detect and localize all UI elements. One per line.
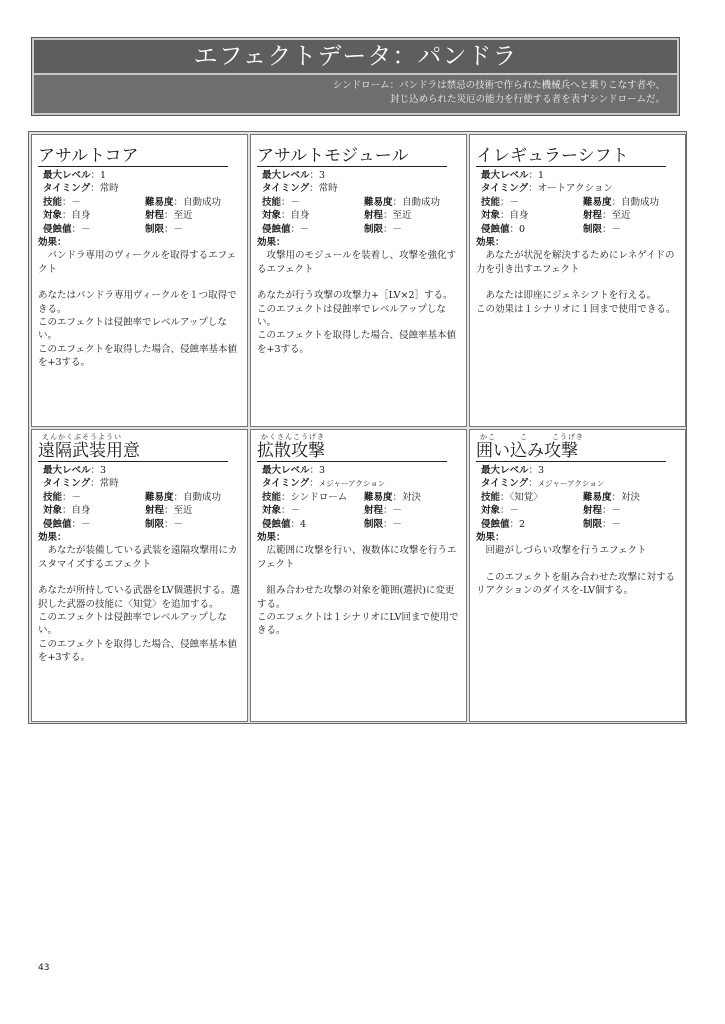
stat-value: － xyxy=(611,223,622,235)
stat-label: 難易度 xyxy=(145,491,174,503)
paragraph-gap xyxy=(38,571,241,584)
stat-label: タイミング xyxy=(481,478,529,490)
stat-value: － xyxy=(392,223,403,235)
stat-colon: ： xyxy=(509,223,520,235)
stat-label: 技能 xyxy=(43,491,63,503)
stat-limit xyxy=(583,223,621,236)
stat-colon: ： xyxy=(164,223,174,235)
stat-label: タイミング xyxy=(43,478,91,490)
stat-target xyxy=(481,209,583,222)
effect-label: 効果： xyxy=(38,237,67,249)
effect-text: あなたが行う攻撃の攻撃力+［LV×2］する。 xyxy=(257,290,453,302)
stat-range xyxy=(583,209,631,222)
stat-colon: ： xyxy=(164,505,174,517)
effect-card xyxy=(31,134,248,427)
stat-colon: ： xyxy=(528,183,538,195)
effect-text: あなたは即座にジェネシフトを行える。 xyxy=(476,290,657,302)
stat-value: － xyxy=(173,223,184,235)
stat-value: メジャーアクション xyxy=(318,479,386,489)
effect-name: アサルトモジュール xyxy=(257,147,447,167)
stat-value: － xyxy=(71,196,82,208)
stat-label: 制限 xyxy=(583,518,603,530)
page-number: 43 xyxy=(38,963,50,973)
stat-label: 技能 xyxy=(262,491,282,503)
stat-label: 対象 xyxy=(262,505,282,517)
stat-colon: ： xyxy=(392,491,403,503)
stat-label: 難易度 xyxy=(583,196,612,208)
paragraph-gap xyxy=(476,558,679,571)
stat-colon: ： xyxy=(164,210,174,222)
stat-difficulty xyxy=(364,491,421,504)
stat-colon: ： xyxy=(611,196,622,208)
effect-text: 回避がしづらい攻撃を行うエフェクト xyxy=(476,545,647,557)
effect-text: あなたが状況を解決するためにレネゲイドの力を引き出すエフェクト xyxy=(476,250,675,275)
stat-label: 難易度 xyxy=(364,196,393,208)
stat-row xyxy=(38,209,241,222)
stat-colon: ： xyxy=(383,210,393,222)
effect-text: 攻撃用のモジュールを装着し、攻撃を強化するエフェクト xyxy=(257,250,457,275)
effect-text: このエフェクトを取得した場合、侵蝕率基本値を+3する。 xyxy=(38,638,238,664)
stat-colon: ： xyxy=(281,491,291,503)
stat-difficulty xyxy=(583,196,659,209)
stat-row xyxy=(38,491,241,504)
stat-value: 3 xyxy=(319,465,326,476)
stat-colon: ： xyxy=(383,518,393,530)
stat-value: － xyxy=(71,491,82,503)
stat-colon: ： xyxy=(90,465,101,476)
stat-target xyxy=(43,209,145,222)
stat-value: シンドローム xyxy=(290,491,348,503)
effect-text: このエフェクトは侵蝕率でレベルアップしない。 xyxy=(257,303,446,329)
stat-colon: ： xyxy=(528,170,539,181)
stat-label: 制限 xyxy=(145,518,165,530)
stat-colon: ： xyxy=(71,518,82,530)
stat-target xyxy=(43,504,145,517)
stat-value: 自身 xyxy=(290,210,310,222)
stat-row xyxy=(257,518,460,531)
stat-value: 0 xyxy=(519,223,526,235)
stat-colon: ： xyxy=(500,196,510,208)
stat-label: 難易度 xyxy=(583,491,612,503)
stat-value: 常時 xyxy=(99,478,119,490)
stat-erosion xyxy=(43,518,145,531)
stat-value: 常時 xyxy=(99,183,119,195)
stat-label: 侵蝕値 xyxy=(43,223,72,235)
stat-difficulty xyxy=(364,196,440,209)
effect-label: 効果： xyxy=(38,532,67,544)
stat-colon: ： xyxy=(62,196,72,208)
stat-erosion xyxy=(262,518,364,531)
stat-label: 対象 xyxy=(481,210,501,222)
effect-label: 効果： xyxy=(257,532,286,544)
effect-text: このエフェクトは１シナリオにLV回まで使用できる。 xyxy=(257,612,459,637)
stat-timing xyxy=(476,477,679,490)
stat-label: 侵蝕値 xyxy=(262,223,291,235)
stat-target xyxy=(481,504,583,517)
stat-label: 射程 xyxy=(583,505,603,517)
stat-colon: ： xyxy=(602,505,612,517)
stat-label: 射程 xyxy=(364,210,384,222)
effect-text: 広範囲に攻撃を行い、複数体に攻撃を行うエフェクト xyxy=(257,545,457,570)
effect-text: あなたが所持している武器をLV個選択する。選択した武器の技能に〈知覚〉を追加する。 xyxy=(38,585,241,610)
stat-timing xyxy=(257,182,460,195)
stat-label: 射程 xyxy=(145,505,165,517)
stat-value: 3 xyxy=(319,170,326,181)
stat-row xyxy=(257,196,460,209)
effect-ruby: かこ こ こうげき xyxy=(480,433,584,441)
stat-value: 1 xyxy=(100,170,107,181)
stat-value: － xyxy=(290,505,301,517)
stat-label: 最大レベル xyxy=(262,170,310,181)
effect-label: 効果： xyxy=(257,237,286,249)
stat-difficulty xyxy=(145,491,221,504)
stat-max_level xyxy=(38,169,241,182)
stat-value: 常時 xyxy=(318,183,338,195)
stat-label: 射程 xyxy=(583,210,603,222)
stat-skill xyxy=(262,196,364,209)
effect-card xyxy=(31,429,248,722)
stat-value: 1 xyxy=(538,170,545,181)
stat-colon: ： xyxy=(173,196,184,208)
effect-name: アサルトコア xyxy=(38,147,228,167)
stat-colon: ： xyxy=(90,183,100,195)
stat-label: タイミング xyxy=(481,183,529,195)
stat-colon: ： xyxy=(281,196,291,208)
stat-erosion xyxy=(43,223,145,236)
stat-target xyxy=(262,504,364,517)
effect-card xyxy=(250,429,467,722)
stat-row xyxy=(38,518,241,531)
stat-colon: ： xyxy=(90,170,101,181)
stat-max_level xyxy=(257,169,460,182)
stat-colon: ： xyxy=(281,505,291,517)
stat-label: 侵蝕値 xyxy=(481,518,510,530)
stat-colon: ： xyxy=(509,518,520,530)
stat-row xyxy=(257,504,460,517)
stat-label: 射程 xyxy=(145,210,165,222)
stat-label: 難易度 xyxy=(364,491,393,503)
syndrome-description-line-2: 封じ込められた災厄の能力を行使する者を表すシンドロームだ。 xyxy=(390,94,665,105)
effect-ruby: えんかくぶそうようい xyxy=(42,433,122,441)
stat-value: 自動成功 xyxy=(183,491,222,503)
stat-value: 対決 xyxy=(621,491,641,503)
stat-value: 至近 xyxy=(173,210,193,222)
stat-colon: ： xyxy=(281,210,291,222)
stat-value: 至近 xyxy=(392,210,412,222)
paragraph-gap xyxy=(476,276,679,289)
stat-target xyxy=(262,209,364,222)
stat-skill xyxy=(481,196,583,209)
stat-colon: ： xyxy=(528,465,539,476)
stat-limit xyxy=(145,223,183,236)
stat-colon: ： xyxy=(309,183,319,195)
effect-card xyxy=(469,134,686,427)
stat-colon: ： xyxy=(383,223,393,235)
stat-label: 最大レベル xyxy=(481,170,529,181)
stat-row xyxy=(38,223,241,236)
stat-timing xyxy=(38,477,241,490)
stat-colon: ： xyxy=(290,223,301,235)
stat-label: タイミング xyxy=(262,478,310,490)
effect-text: このエフェクトを組み合わせた攻撃に対するリアクションのダイスを-LV個する。 xyxy=(476,571,676,597)
stat-row xyxy=(257,209,460,222)
stat-skill xyxy=(43,491,145,504)
stat-skill xyxy=(481,491,583,504)
stat-label: 対象 xyxy=(481,505,501,517)
stat-label: 技能 xyxy=(262,196,282,208)
syndrome-description-line-1: シンドローム：パンドラは禁忌の技術で作られた機械兵へと乗りこなす者や、 xyxy=(332,80,665,91)
stat-value: 〈知覚〉 xyxy=(509,491,543,503)
stat-label: 技能 xyxy=(43,196,63,208)
stat-value: 自動成功 xyxy=(621,196,660,208)
stat-row xyxy=(476,504,679,517)
stat-label: 最大レベル xyxy=(43,170,91,181)
stat-timing xyxy=(476,182,679,195)
stat-colon: ： xyxy=(602,518,612,530)
stat-colon: ： xyxy=(309,465,320,476)
stat-max_level xyxy=(38,464,241,477)
stat-range xyxy=(583,504,621,517)
stat-row xyxy=(476,491,679,504)
stat-row xyxy=(38,196,241,209)
effect-name: イレギュラーシフト xyxy=(476,147,666,167)
stat-value: オートアクション xyxy=(537,183,613,195)
stat-row xyxy=(476,518,679,531)
stat-skill xyxy=(43,196,145,209)
effect-label: 効果： xyxy=(476,237,505,249)
paragraph-gap xyxy=(257,571,460,584)
stat-colon: ： xyxy=(164,518,174,530)
stat-label: 対象 xyxy=(43,505,63,517)
stat-value: 自動成功 xyxy=(183,196,222,208)
effect-name: 遠隔武装用意 xyxy=(38,442,228,462)
effect-text: このエフェクトを取得した場合、侵蝕率基本値を+3する。 xyxy=(38,343,238,369)
stat-value: 至近 xyxy=(173,505,193,517)
stat-erosion xyxy=(262,223,364,236)
stat-colon: ： xyxy=(309,478,319,490)
stat-label: 制限 xyxy=(364,223,384,235)
stat-value: － xyxy=(509,505,520,517)
stat-limit xyxy=(583,518,621,531)
effect-text: パンドラ専用のヴィークルを取得するエフェクト xyxy=(38,250,237,275)
stat-row xyxy=(476,209,679,222)
stat-row xyxy=(257,491,460,504)
stat-value: 2 xyxy=(519,518,526,530)
effect-text: この効果は１シナリオに１回まで使用できる。 xyxy=(476,303,676,315)
stat-limit xyxy=(364,518,402,531)
stat-skill xyxy=(262,491,364,504)
stat-erosion xyxy=(481,223,583,236)
stat-value: － xyxy=(611,505,622,517)
stat-colon: ： xyxy=(62,210,72,222)
stat-erosion xyxy=(481,518,583,531)
stat-value: － xyxy=(81,223,91,235)
stat-difficulty xyxy=(583,491,640,504)
stat-colon: ： xyxy=(500,491,510,503)
stat-value: 対決 xyxy=(402,491,422,503)
stat-value: － xyxy=(392,518,403,530)
effect-name: 拡散攻撃 xyxy=(257,442,447,462)
stat-colon: ： xyxy=(290,518,301,530)
stat-value: － xyxy=(509,196,520,208)
stat-colon: ： xyxy=(602,223,612,235)
stat-limit xyxy=(364,223,402,236)
stat-max_level xyxy=(476,464,679,477)
effect-label: 効果： xyxy=(476,532,505,544)
stat-range xyxy=(364,209,412,222)
stat-colon: ： xyxy=(383,505,393,517)
stat-max_level xyxy=(257,464,460,477)
effect-text: このエフェクトは侵蝕率でレベルアップしない。 xyxy=(38,612,227,637)
stat-colon: ： xyxy=(602,210,612,222)
stat-value: 自動成功 xyxy=(402,196,441,208)
stat-row xyxy=(476,196,679,209)
effect-card xyxy=(250,134,467,427)
stat-value: － xyxy=(290,196,301,208)
stat-value: 4 xyxy=(300,518,307,530)
stat-label: 最大レベル xyxy=(481,465,529,476)
stat-label: 制限 xyxy=(583,223,603,235)
stat-value: メジャーアクション xyxy=(537,479,605,489)
paragraph-gap xyxy=(38,276,241,289)
syndrome-description xyxy=(34,75,677,113)
page-header xyxy=(31,37,680,116)
stat-label: タイミング xyxy=(262,183,310,195)
stat-label: 難易度 xyxy=(145,196,174,208)
stat-label: 射程 xyxy=(364,505,384,517)
paragraph-gap xyxy=(257,276,460,289)
effect-ruby: かくさんこうげき xyxy=(261,433,325,441)
stat-value: 3 xyxy=(538,465,545,476)
stat-range xyxy=(364,504,402,517)
stat-label: 対象 xyxy=(43,210,63,222)
stat-label: 技能 xyxy=(481,491,501,503)
stat-value: 3 xyxy=(100,465,107,476)
effect-text: 組み合わせた攻撃の対象を範囲(選択)に変更する。 xyxy=(257,585,455,610)
effect-name: 囲い込み攻撃 xyxy=(476,442,666,462)
stat-range xyxy=(145,504,193,517)
stat-label: 侵蝕値 xyxy=(481,223,510,235)
page-title: エフェクトデータ：パンドラ xyxy=(34,40,677,73)
stat-label: 制限 xyxy=(145,223,165,235)
stat-row xyxy=(257,223,460,236)
stat-colon: ： xyxy=(173,491,184,503)
stat-value: － xyxy=(173,518,184,530)
stat-max_level xyxy=(476,169,679,182)
stat-difficulty xyxy=(145,196,221,209)
stat-colon: ： xyxy=(500,210,510,222)
stat-label: タイミング xyxy=(43,183,91,195)
stat-value: 至近 xyxy=(611,210,631,222)
stat-value: 自身 xyxy=(509,210,529,222)
stat-range xyxy=(145,209,193,222)
stat-value: － xyxy=(300,223,310,235)
effect-text: このエフェクトを取得した場合、侵蝕率基本値を+3する。 xyxy=(257,330,457,355)
stat-colon: ： xyxy=(62,491,72,503)
stat-value: － xyxy=(81,518,91,530)
stat-label: 技能 xyxy=(481,196,501,208)
stat-value: － xyxy=(611,518,622,530)
stat-colon: ： xyxy=(62,505,72,517)
stat-colon: ： xyxy=(500,505,510,517)
stat-colon: ： xyxy=(611,491,622,503)
stat-limit xyxy=(145,518,183,531)
stat-timing xyxy=(257,477,460,490)
effect-text: あなたはパンドラ専用ヴィークルを１つ取得できる。 xyxy=(38,290,237,315)
stat-label: 対象 xyxy=(262,210,282,222)
stat-label: 侵蝕値 xyxy=(262,518,291,530)
stat-label: 侵蝕値 xyxy=(43,518,72,530)
effect-text: このエフェクトは侵蝕率でレベルアップしない。 xyxy=(38,317,227,342)
stat-label: 最大レベル xyxy=(262,465,310,476)
stat-colon: ： xyxy=(71,223,82,235)
stat-row xyxy=(38,504,241,517)
effect-card xyxy=(469,429,686,722)
stat-colon: ： xyxy=(309,170,320,181)
stat-row xyxy=(476,223,679,236)
stat-label: 最大レベル xyxy=(43,465,91,476)
stat-value: 自身 xyxy=(71,505,91,517)
effect-card-grid xyxy=(28,131,687,724)
stat-colon: ： xyxy=(392,196,403,208)
stat-timing xyxy=(38,182,241,195)
stat-value: 自身 xyxy=(71,210,91,222)
stat-colon: ： xyxy=(528,478,538,490)
stat-label: 制限 xyxy=(364,518,384,530)
stat-colon: ： xyxy=(90,478,100,490)
stat-value: － xyxy=(392,505,403,517)
effect-text: あなたが装備している武装を遠隔攻撃用にカスタマイズするエフェクト xyxy=(38,545,238,570)
